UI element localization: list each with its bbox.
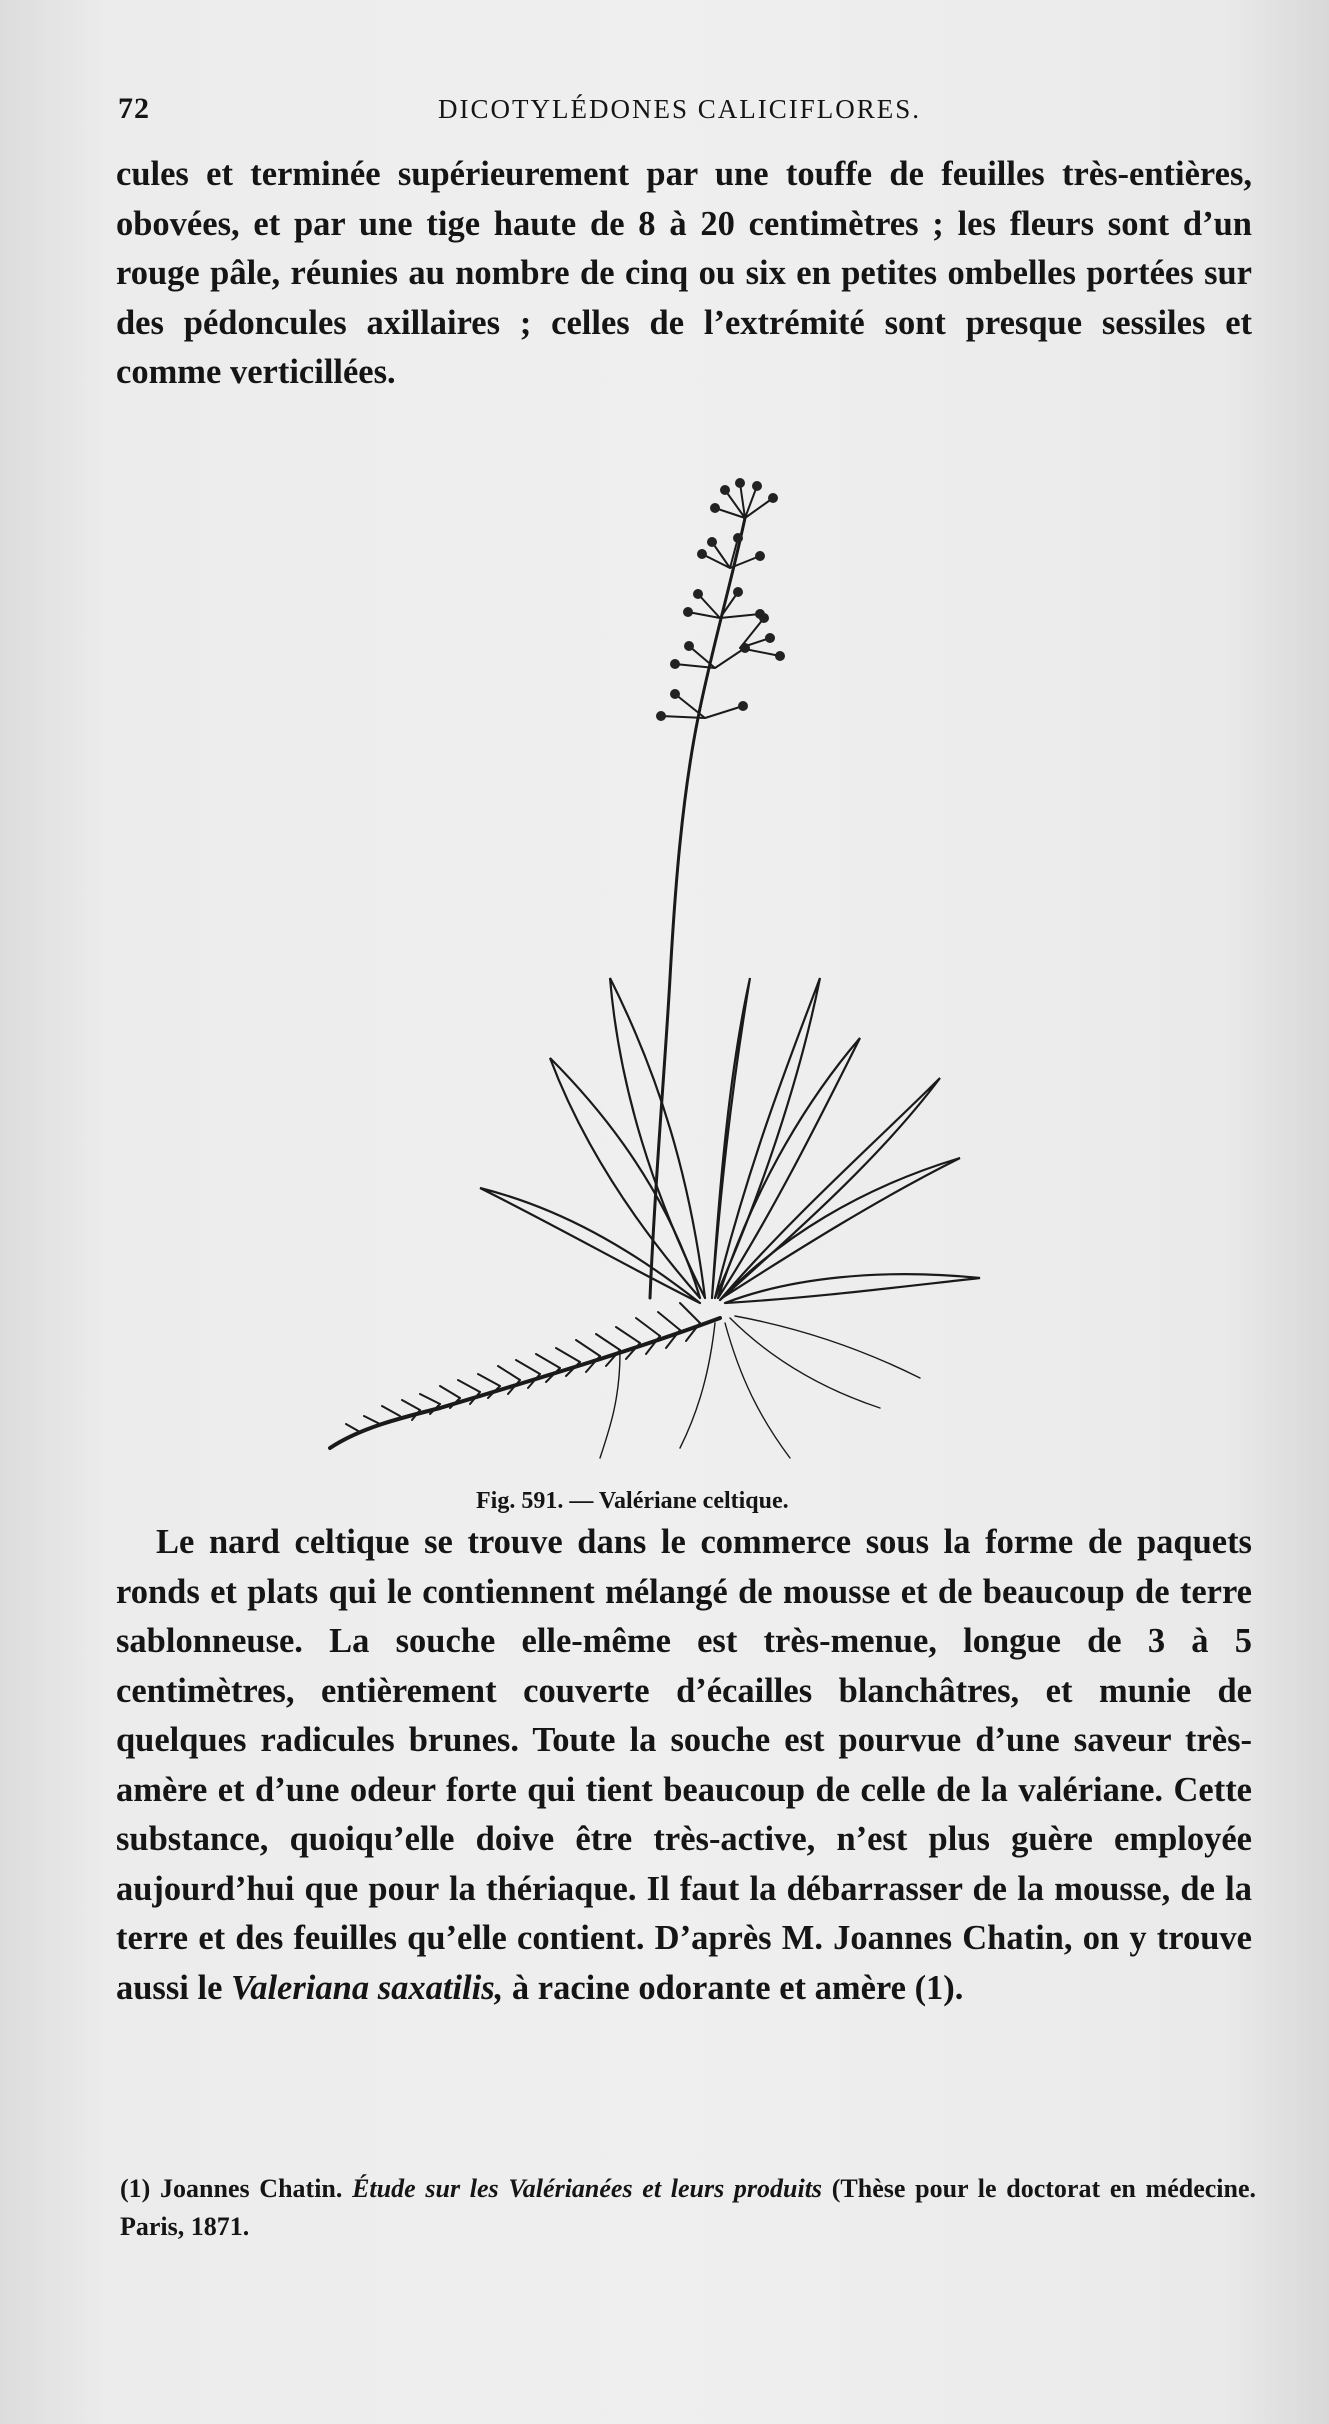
- paragraph-2: [116, 1518, 1252, 2013]
- paragraph-2-text: Le nard celtique se trouve dans le commerce sous la forme de paquets ronds et plats qui le contiennent mélangé de mousse et de beaucoup de terre sablonneuse. La souche elle-même est très-menue, longue de 3 à 5 centimètres, entièrement couverte d’écailles blanchâtres, et munie de quelques radicules brunes. Toute la souche est pourvue d’une saveur très-amère et d’une odeur forte qui tient beaucoup de celle de la valériane. Cette substance, quoiqu’elle doive être très-active, n’est plus guère employée aujourd’hui que pour la thériaque. Il faut la débarrasser de la mousse, de la terre et des feuilles qu’elle contient. D’après M. Joannes Chatin, on y trouve aussi le: [116, 1523, 1252, 2007]
- leaf-rosette: [480, 978, 980, 1303]
- footnote-title: Étude sur les Valérianées et leurs produits: [352, 2174, 823, 2203]
- species-name: Valeriana saxatilis,: [231, 1968, 504, 2007]
- footnote-author: (1) Joannes Chatin.: [120, 2174, 353, 2203]
- footnote: [120, 2170, 1256, 2246]
- plant-illustration: [320, 418, 1040, 1478]
- page-number: 72: [118, 92, 150, 125]
- footnote-end: (Thèse pour le doctorat en médecine. Paris, 1871.: [120, 2174, 1256, 2241]
- figure-caption: Fig. 591. — Valériane celtique.: [476, 1488, 789, 1514]
- paragraph-2-end: à racine odorante et amère (1).: [503, 1968, 964, 2007]
- roots: [600, 1316, 920, 1458]
- paragraph-1: cules et terminée supérieurement par une touffe de feuilles très-entières, obovées, et par une tige haute de 8 à 20 centimètres ; les fleurs sont d’un rouge pâle, réunies au nombre de cinq ou six en petites ombelles portées sur des pédoncules axillaires ; celles de l’extrémité sont presque sessiles et comme verticillées.: [116, 155, 1252, 391]
- figure-valeriane-celtique: [320, 418, 1040, 1478]
- rhizome: [330, 1303, 720, 1448]
- running-head: DICOTYLÉDONES CALICIFLORES.: [438, 94, 921, 124]
- flower-umbels: [661, 483, 780, 718]
- page-header: [118, 92, 1268, 132]
